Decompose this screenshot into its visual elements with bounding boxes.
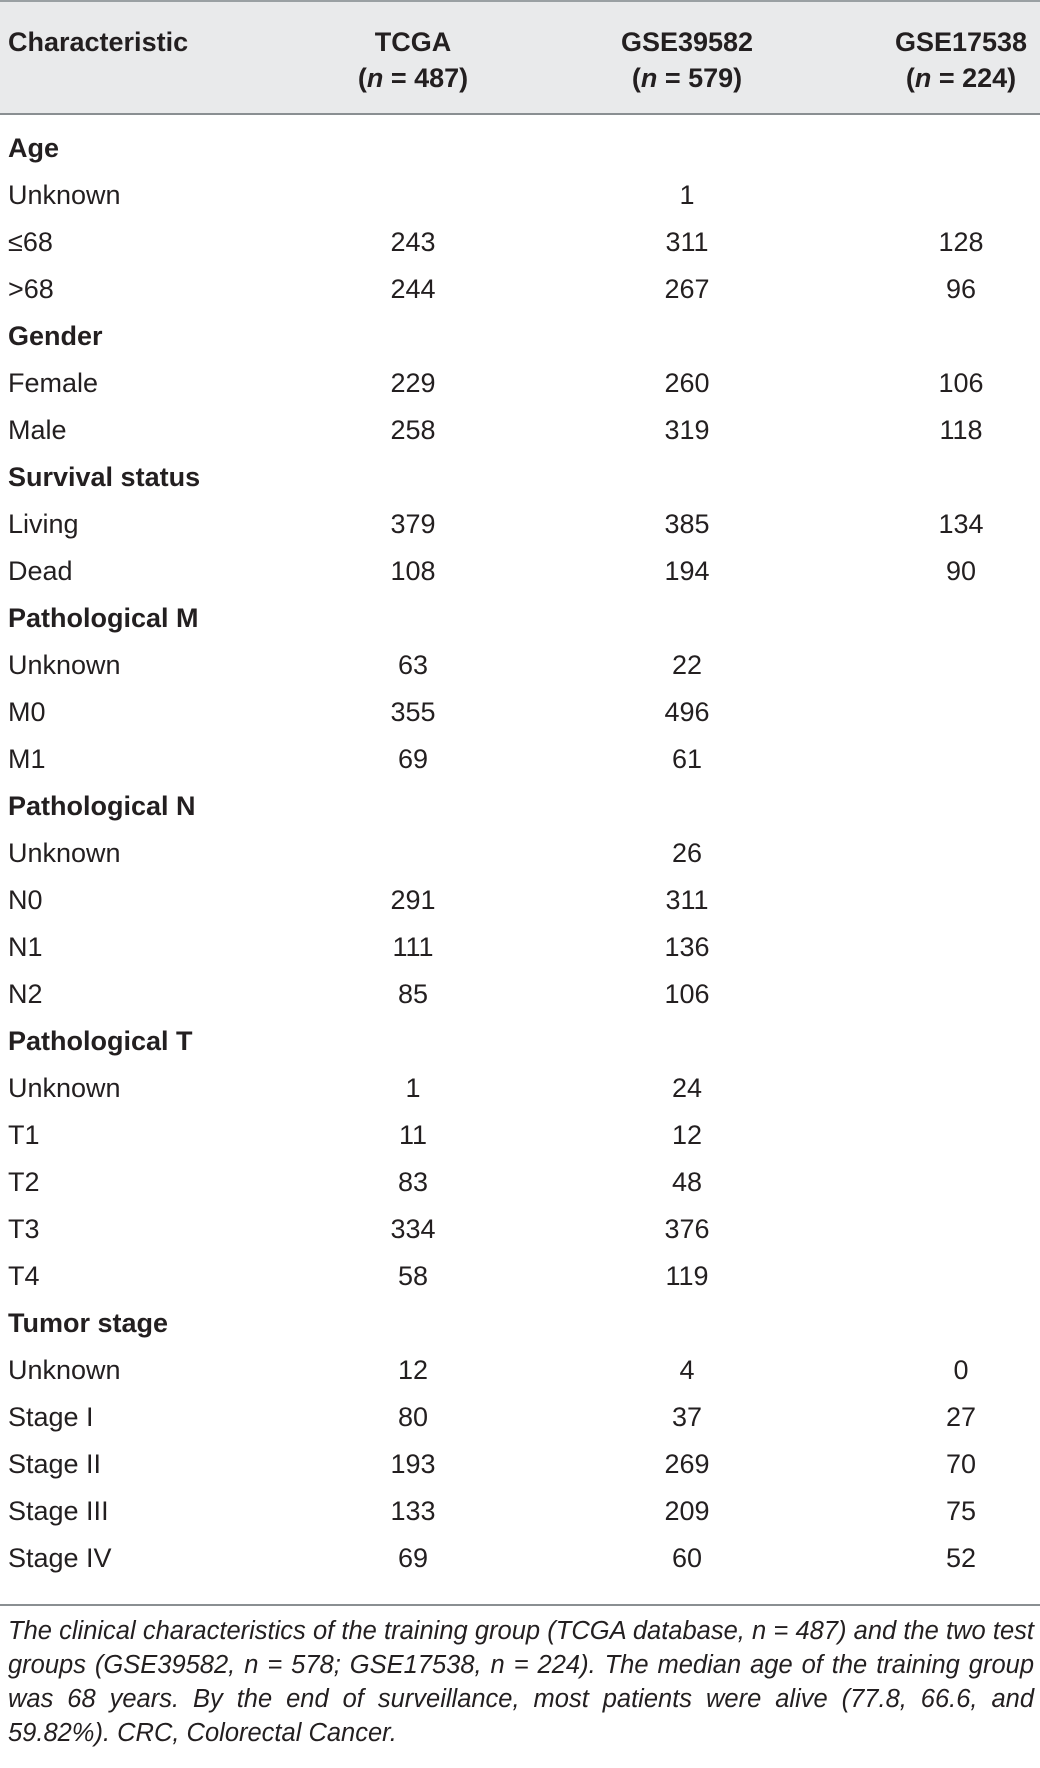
table-row xyxy=(0,1535,1040,1582)
row-label: Unknown xyxy=(8,838,121,868)
section-label: Age xyxy=(8,133,60,163)
cell-value: 194 xyxy=(664,556,710,586)
table-row xyxy=(0,1347,1040,1394)
cell-value: 75 xyxy=(945,1496,977,1526)
section-header-row xyxy=(0,1018,1040,1065)
cell-value: 108 xyxy=(390,556,436,586)
section-label: Pathological M xyxy=(8,603,199,633)
cell-value: 355 xyxy=(390,697,436,727)
table-row xyxy=(0,501,1040,548)
header-column-gse39582 xyxy=(572,24,802,96)
table-row xyxy=(0,1112,1040,1159)
row-label: Stage III xyxy=(8,1496,109,1526)
table-row xyxy=(0,877,1040,924)
row-label: Female xyxy=(8,368,99,398)
section-label: Pathological N xyxy=(8,791,196,821)
section-header-row xyxy=(0,313,1040,360)
section-header-row xyxy=(0,454,1040,501)
cell-value: 193 xyxy=(390,1449,436,1479)
table-row xyxy=(0,1488,1040,1535)
cell-value: 136 xyxy=(664,932,710,962)
row-label: N1 xyxy=(8,932,43,962)
table-bottom-rule xyxy=(0,1604,1040,1606)
cell-value: 24 xyxy=(671,1073,703,1103)
cell-value: 258 xyxy=(390,415,436,445)
cell-value: 27 xyxy=(945,1402,977,1432)
cell-value: 379 xyxy=(390,509,436,539)
row-label: T2 xyxy=(8,1167,40,1197)
cell-value: 96 xyxy=(945,274,977,304)
cell-value: 319 xyxy=(664,415,710,445)
cell-value: 26 xyxy=(671,838,703,868)
table-row xyxy=(0,266,1040,313)
cell-value: 376 xyxy=(664,1214,710,1244)
cell-value: 133 xyxy=(390,1496,436,1526)
table-row xyxy=(0,1441,1040,1488)
cell-value: 385 xyxy=(664,509,710,539)
cell-value: 244 xyxy=(390,274,436,304)
header-characteristic: Characteristic xyxy=(8,27,189,57)
n-label: n xyxy=(640,63,658,93)
table-row xyxy=(0,1159,1040,1206)
table-row xyxy=(0,219,1040,266)
row-label: Stage I xyxy=(8,1402,94,1432)
section-label: Pathological T xyxy=(8,1026,193,1056)
cell-value: 334 xyxy=(390,1214,436,1244)
table-row xyxy=(0,1206,1040,1253)
row-label: N2 xyxy=(8,979,43,1009)
section-label: Survival status xyxy=(8,462,201,492)
table-row xyxy=(0,548,1040,595)
row-label: ≤68 xyxy=(8,227,53,257)
cell-value: 1 xyxy=(405,1073,421,1103)
cell-value: 63 xyxy=(397,650,429,680)
cell-value: 311 xyxy=(665,885,709,915)
cell-value: 83 xyxy=(397,1167,429,1197)
cell-value: 260 xyxy=(664,368,710,398)
n-value: = 487 xyxy=(383,63,460,93)
cell-value: 229 xyxy=(390,368,436,398)
row-label: Unknown xyxy=(8,650,121,680)
cell-value: 267 xyxy=(664,274,710,304)
cell-value: 37 xyxy=(671,1402,703,1432)
table-row xyxy=(0,924,1040,971)
row-label: T3 xyxy=(8,1214,40,1244)
cell-value: 291 xyxy=(390,885,436,915)
cell-value: 106 xyxy=(664,979,710,1009)
cell-value: 118 xyxy=(939,415,983,445)
table-row xyxy=(0,642,1040,689)
cell-value: 0 xyxy=(953,1355,969,1385)
n-value: = 579 xyxy=(657,63,734,93)
cell-value: 52 xyxy=(945,1543,977,1573)
cell-value: 269 xyxy=(664,1449,710,1479)
row-label: Unknown xyxy=(8,1073,121,1103)
cell-value: 1 xyxy=(679,180,695,210)
cell-value: 12 xyxy=(671,1120,703,1150)
column-n: (n = 487) xyxy=(357,63,469,93)
n-value: = 224 xyxy=(931,63,1008,93)
table-row xyxy=(0,172,1040,219)
row-label: T1 xyxy=(8,1120,40,1150)
n-label: n xyxy=(914,63,932,93)
table-row xyxy=(0,1253,1040,1300)
header-column-gse17538 xyxy=(846,24,1040,96)
cell-value: 48 xyxy=(671,1167,703,1197)
column-name: TCGA xyxy=(374,27,452,57)
row-label: Stage IV xyxy=(8,1543,112,1573)
row-label: Dead xyxy=(8,556,73,586)
cell-value: 209 xyxy=(664,1496,710,1526)
cell-value: 12 xyxy=(397,1355,429,1385)
cell-value: 69 xyxy=(397,744,429,774)
cell-value: 111 xyxy=(392,932,434,962)
section-header-row xyxy=(0,783,1040,830)
table-caption: The clinical characteristics of the training group (TCGA database, n = 487) and the two test groups (GSE39582, n = 578; GSE17538, n = 224). The median age of the training group was 68 years. By the end of surveillance, most patients were alive (77.8, 66.6, and 59.82%). CRC, Colorectal Cancer. xyxy=(8,1617,1034,1747)
section-label: Gender xyxy=(8,321,103,351)
column-name: GSE17538 xyxy=(894,27,1028,57)
section-header-row xyxy=(0,595,1040,642)
cell-value: 85 xyxy=(397,979,429,1009)
row-label: Stage II xyxy=(8,1449,102,1479)
section-header-row xyxy=(0,125,1040,172)
cell-value: 69 xyxy=(397,1543,429,1573)
column-name: GSE39582 xyxy=(620,27,754,57)
cell-value: 22 xyxy=(671,650,703,680)
row-label: Male xyxy=(8,415,67,445)
cell-value: 11 xyxy=(398,1120,428,1150)
cell-value: 119 xyxy=(665,1261,709,1291)
table-row xyxy=(0,689,1040,736)
table-row xyxy=(0,407,1040,454)
row-label: T4 xyxy=(8,1261,40,1291)
cell-value: 134 xyxy=(938,509,984,539)
cell-value: 106 xyxy=(938,368,984,398)
header-column-tcga xyxy=(298,24,528,96)
row-label: M1 xyxy=(8,744,46,774)
cell-value: 60 xyxy=(671,1543,703,1573)
column-n: (n = 579) xyxy=(631,63,743,93)
row-label: Unknown xyxy=(8,180,121,210)
cell-value: 4 xyxy=(679,1355,695,1385)
row-label: N0 xyxy=(8,885,43,915)
row-label: Unknown xyxy=(8,1355,121,1385)
cell-value: 90 xyxy=(945,556,977,586)
cell-value: 496 xyxy=(664,697,710,727)
table-body xyxy=(0,125,1040,1582)
column-n: (n = 224) xyxy=(905,63,1017,93)
row-label: >68 xyxy=(8,274,54,304)
cell-value: 58 xyxy=(397,1261,429,1291)
table-row xyxy=(0,360,1040,407)
table-row xyxy=(0,1065,1040,1112)
table-row xyxy=(0,971,1040,1018)
table-header xyxy=(0,0,1040,115)
cell-value: 70 xyxy=(945,1449,977,1479)
cell-value: 311 xyxy=(665,227,709,257)
section-label: Tumor stage xyxy=(8,1308,169,1338)
cell-value: 61 xyxy=(671,744,703,774)
section-header-row xyxy=(0,1300,1040,1347)
n-label: n xyxy=(366,63,384,93)
table-row xyxy=(0,736,1040,783)
row-label: M0 xyxy=(8,697,46,727)
cell-value: 243 xyxy=(390,227,436,257)
cell-value: 128 xyxy=(938,227,984,257)
table-row xyxy=(0,830,1040,877)
cell-value: 80 xyxy=(397,1402,429,1432)
row-label: Living xyxy=(8,509,79,539)
table-row xyxy=(0,1394,1040,1441)
